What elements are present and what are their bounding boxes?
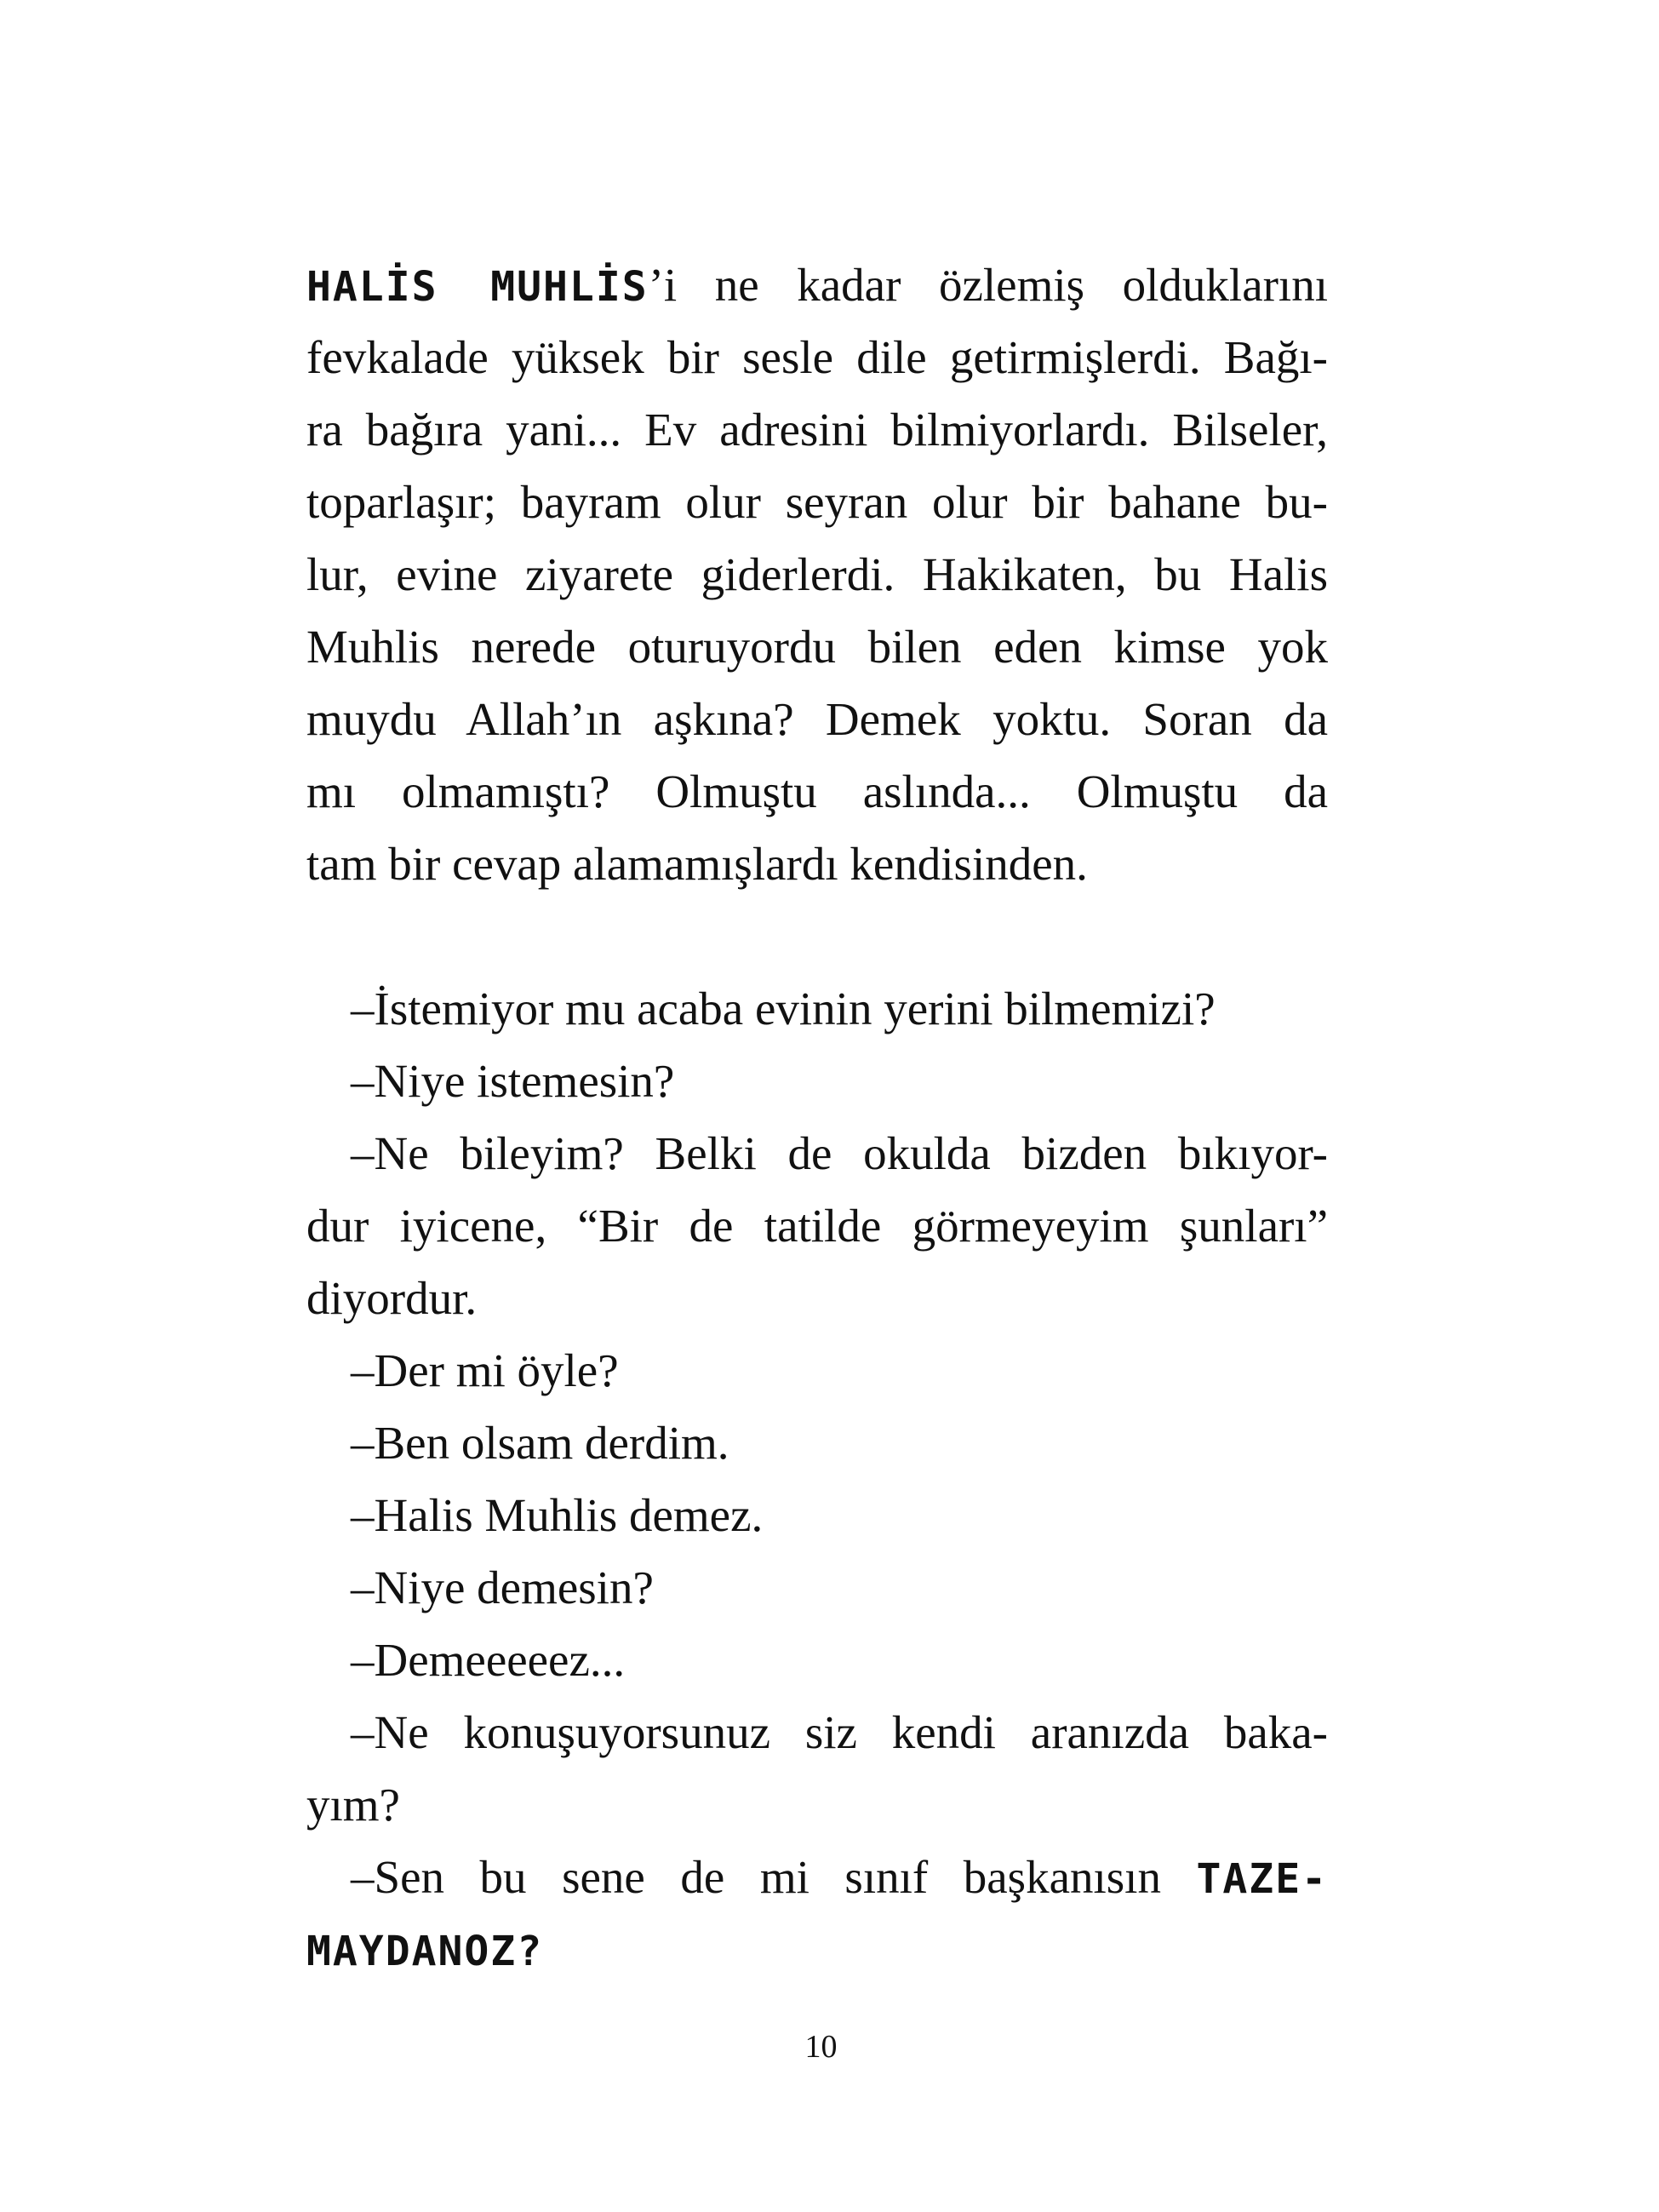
dialogue-line: dur iyicene, “Bir de tatilde görmeyeyim şunları” <box>306 1200 1328 1252</box>
character-name-tazemaydanoz-part2: MAYDANOZ? <box>306 1928 544 1975</box>
paragraph-line-2: fevkalade yüksek bir sesle dile getirmişlerdi. Bağı- <box>306 331 1328 383</box>
paragraph-line-5: lur, evine ziyarete giderlerdi. Hakikaten, bu Halis <box>306 548 1328 600</box>
dialogue-final-text: –Sen bu sene de mi sınıf başkanısın <box>351 1851 1197 1903</box>
dialogue-line: –Halis Muhlis demez. <box>351 1489 764 1541</box>
page-body <box>306 249 1328 1986</box>
dialogue-line: diyordur. <box>306 1272 478 1324</box>
dialogue-line: –Demeeeeez... <box>351 1634 626 1686</box>
paragraph-line-9: tam bir cevap alamamışlardı kendisinden. <box>306 838 1088 890</box>
paragraph-line-6: Muhlis nerede oturuyordu bilen eden kimse yok <box>306 621 1328 673</box>
paragraph-line-3: ra bağıra yani... Ev adresini bilmiyorlardı. Bilseler, <box>306 404 1328 456</box>
paragraph-line-4: toparlaşır; bayram olur seyran olur bir bahane bu- <box>306 476 1328 528</box>
paragraph-line-1-text: ’i ne kadar özlemiş olduklarını <box>648 259 1328 311</box>
page-number: 10 <box>804 2029 838 2065</box>
dialogue-line: –İstemiyor mu acaba evinin yerini bilmemizi? <box>351 983 1216 1034</box>
paragraph-gap <box>306 900 1328 972</box>
dialogue-line: –Ne konuşuyorsunuz siz kendi aranızda baka- <box>351 1706 1328 1758</box>
paragraph-line-1 <box>306 249 1328 321</box>
dialogue-line: yım? <box>306 1779 400 1831</box>
dialogue-line-final <box>306 1841 1328 1913</box>
character-name-tazemaydanoz-part1: TAZE- <box>1196 1855 1328 1903</box>
dialogue-line: –Niye istemesin? <box>351 1055 675 1107</box>
paragraph-line-7: muydu Allah’ın aşkına? Demek yoktu. Soran da <box>306 693 1328 745</box>
character-name-halis-muhlis: HALİS MUHLİS <box>306 263 649 311</box>
dialogue-line: –Ne bileyim? Belki de okulda bizden bıkıyor- <box>351 1127 1328 1179</box>
paragraph-line-8: mı olmamıştı? Olmuştu aslında... Olmuştu da <box>306 765 1328 817</box>
dialogue-line: –Ben olsam derdim. <box>351 1417 729 1469</box>
dialogue-line: –Niye demesin? <box>351 1562 654 1613</box>
dialogue-line-final-cont <box>306 1913 1328 1986</box>
dialogue-line: –Der mi öyle? <box>351 1344 619 1396</box>
